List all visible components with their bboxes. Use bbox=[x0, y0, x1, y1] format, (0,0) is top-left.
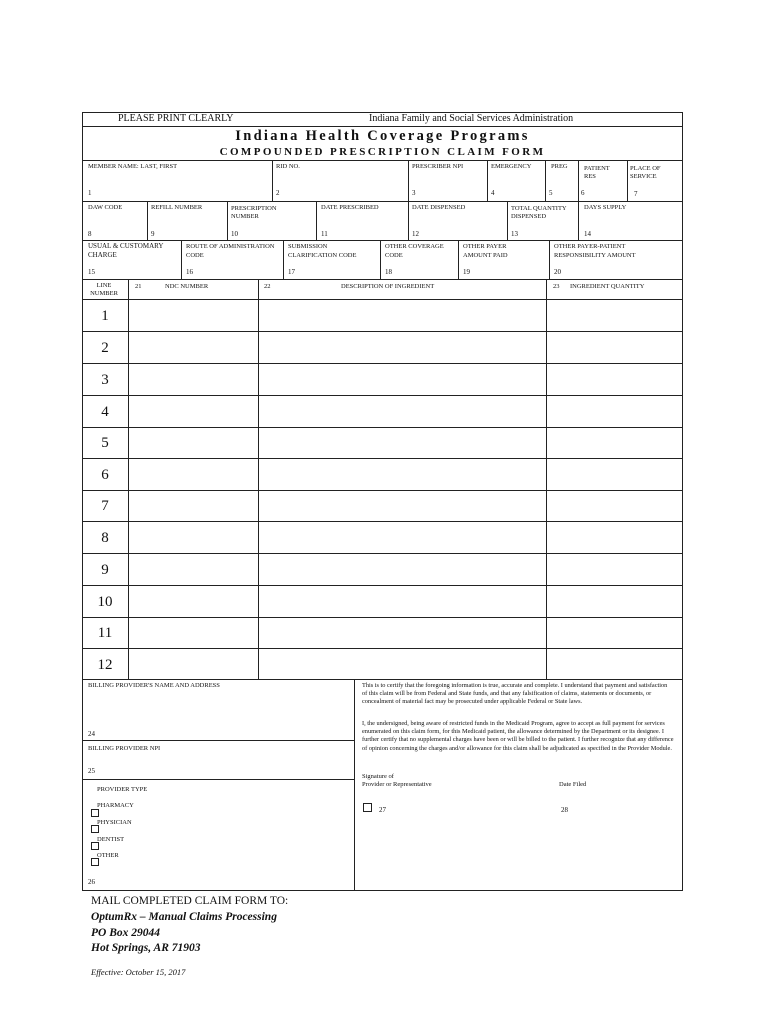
field-number-18: 18 bbox=[385, 268, 392, 276]
usual-customary-label: USUAL & CUSTOMARY CHARGE bbox=[88, 242, 164, 259]
prescriber-npi-label: PRESCRIBER NPI bbox=[412, 163, 464, 170]
pharmacy-option: PHARMACY bbox=[97, 802, 134, 809]
date-prescribed-label: DATE PRESCRIBED bbox=[321, 204, 379, 211]
route-admin-label: ROUTE OF ADMINISTRATION CODE bbox=[186, 243, 275, 259]
certification-text: This is to certify that the foregoing information is true, accurate and complete. I understand that payment and satisfaction of this claim will be from Federal and State funds, and that any falsification of claims, statements or documents, or concealment of material fact may be prosecuted under applicable Federal or State laws. bbox=[362, 682, 668, 706]
days-supply-label: DAYS SUPPLY bbox=[584, 204, 627, 211]
total-quantity-label: TOTAL QUANTITY DISPENSED bbox=[511, 205, 567, 220]
dentist-option: DENTIST bbox=[97, 836, 125, 843]
mail-line-1: OptumRx – Manual Claims Processing bbox=[91, 911, 277, 923]
other-option: OTHER bbox=[97, 852, 119, 859]
other-coverage-label: OTHER COVERAGE CODE bbox=[385, 243, 444, 259]
line-number-2: 2 bbox=[101, 340, 109, 356]
print-clearly-label: PLEASE PRINT CLEARLY bbox=[118, 113, 234, 124]
field-number-12: 12 bbox=[412, 230, 419, 238]
mail-line-3: Hot Springs, AR 71903 bbox=[91, 942, 201, 954]
other-payer-amount-label: OTHER PAYER AMOUNT PAID bbox=[463, 243, 508, 259]
ingredient-quantity-header: INGREDIENT QUANTITY bbox=[570, 283, 645, 290]
refill-number-label: REFILL NUMBER bbox=[151, 204, 203, 211]
line-number-5: 5 bbox=[101, 435, 109, 451]
preg-label: PREG bbox=[551, 163, 568, 170]
line-number-6: 6 bbox=[101, 467, 109, 483]
field-number-10: 10 bbox=[231, 230, 238, 238]
line-number-8: 8 bbox=[101, 530, 109, 546]
field-number-20: 20 bbox=[554, 268, 561, 276]
field-number-16: 16 bbox=[186, 268, 193, 276]
program-title: Indiana Health Coverage Programs bbox=[235, 128, 530, 144]
field-number-5: 5 bbox=[549, 189, 553, 197]
field-number-14: 14 bbox=[584, 230, 591, 238]
col22-number: 22 bbox=[264, 283, 271, 290]
mail-heading: MAIL COMPLETED CLAIM FORM TO: bbox=[91, 895, 289, 907]
emergency-label: EMERGENCY bbox=[491, 163, 532, 170]
field-number-25: 25 bbox=[88, 767, 95, 775]
line-number-4: 4 bbox=[101, 404, 109, 420]
pharmacy-checkbox[interactable] bbox=[91, 809, 99, 817]
field-number-4: 4 bbox=[491, 189, 495, 197]
field-number-11: 11 bbox=[321, 230, 328, 238]
line-number-9: 9 bbox=[101, 562, 109, 578]
field-number-13: 13 bbox=[511, 230, 518, 238]
field-number-2: 2 bbox=[276, 189, 280, 197]
undersigned-text: I, the undersigned, being aware of restricted funds in the Medicaid Program, agree to accept as full payment for services enumerated on this claim form, for this Medicaid patient, the allowance determined by the Department or its designee. I further certify that no supplemental charges have been or will be billed to the patient. I further recognize that any difference of opinion concerning the charges and/or allowance for this claim shall be adjudicated as specified in the Provider Module. bbox=[362, 720, 674, 752]
description-header: DESCRIPTION OF INGREDIENT bbox=[341, 283, 435, 290]
field-number-15: 15 bbox=[88, 268, 95, 276]
line-number-header: LINE NUMBER bbox=[90, 282, 118, 297]
member-name-label: MEMBER NAME: LAST, FIRST bbox=[88, 163, 178, 170]
line-number-3: 3 bbox=[101, 372, 109, 388]
field-number-7: 7 bbox=[634, 190, 638, 198]
date-filed-label: Date Filed bbox=[559, 781, 587, 788]
prescription-number-label: PRESCRIPTION NUMBER bbox=[231, 205, 277, 220]
signature-of-label: Signature of bbox=[362, 773, 394, 780]
daw-code-label: DAW CODE bbox=[88, 204, 123, 211]
field-number-27: 27 bbox=[379, 806, 386, 814]
line-number-10: 10 bbox=[97, 594, 113, 610]
line-number-1: 1 bbox=[101, 308, 109, 324]
provider-type-label: PROVIDER TYPE bbox=[97, 786, 148, 793]
billing-name-address-label: BILLING PROVIDER'S NAME AND ADDRESS bbox=[88, 682, 220, 689]
rid-no-label: RID NO. bbox=[276, 163, 300, 170]
other-payer-patient-label: OTHER PAYER-PATIENT RESPONSIBILITY AMOUNT bbox=[554, 243, 636, 259]
physician-option: PHYSICIAN bbox=[97, 819, 132, 826]
billing-npi-label: BILLING PROVIDER NPI bbox=[88, 745, 161, 752]
provider-rep-label: Provider or Representative bbox=[362, 781, 432, 788]
mail-line-2: PO Box 29044 bbox=[91, 927, 160, 939]
field-number-6: 6 bbox=[581, 189, 585, 197]
line-number-7: 7 bbox=[101, 498, 109, 514]
signature-checkbox[interactable] bbox=[363, 803, 372, 812]
field-number-26: 26 bbox=[88, 878, 95, 886]
line-number-12: 12 bbox=[97, 657, 113, 673]
place-of-service-label: PLACE OF SERVICE bbox=[630, 165, 661, 180]
line-number-11: 11 bbox=[97, 625, 113, 641]
effective-date: Effective: October 15, 2017 bbox=[91, 967, 186, 977]
field-number-9: 9 bbox=[151, 230, 155, 238]
field-number-24: 24 bbox=[88, 730, 95, 738]
patient-res-label: PATIENT RES bbox=[584, 165, 610, 180]
field-number-17: 17 bbox=[288, 268, 295, 276]
agency-name: Indiana Family and Social Services Administration bbox=[369, 113, 574, 124]
field-number-28: 28 bbox=[561, 806, 568, 814]
field-number-3: 3 bbox=[412, 189, 416, 197]
date-dispensed-label: DATE DISPENSED bbox=[412, 204, 466, 211]
col21-number: 21 bbox=[135, 283, 142, 290]
field-number-19: 19 bbox=[463, 268, 470, 276]
col23-number: 23 bbox=[553, 283, 560, 290]
ndc-number-header: NDC NUMBER bbox=[165, 283, 209, 290]
field-number-8: 8 bbox=[88, 230, 92, 238]
form-title: COMPOUNDED PRESCRIPTION CLAIM FORM bbox=[219, 146, 546, 158]
field-number-1: 1 bbox=[88, 189, 92, 197]
submission-clarification-label: SUBMISSION CLARIFICATION CODE bbox=[288, 243, 357, 259]
